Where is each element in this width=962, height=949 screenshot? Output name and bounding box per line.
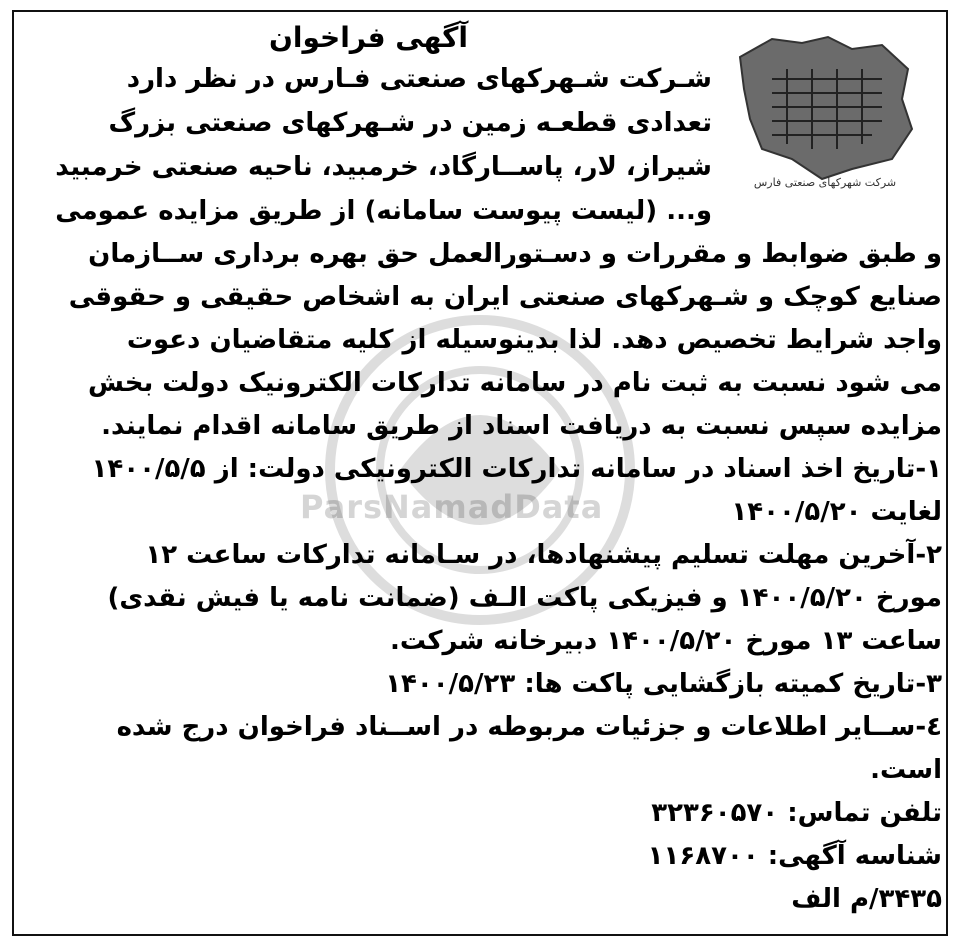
notice-line: و... (لیست پیوست سامانه) از طریق مزایده عمومی xyxy=(55,196,712,226)
notice-line: ساعت ۱۳ مورخ ۱۴۰۰/۵/۲۰ دبیرخانه شرکت. xyxy=(389,626,942,656)
notice-line: و طبق ضوابط و مقررات و دسـتورالعمل حق بهره برداری ســازمان xyxy=(88,239,942,269)
notice-line: مزایده سپس نسبت به دریافت اسناد از طریق سامانه اقدام نمایند. xyxy=(101,411,942,441)
notice-line: لغایت ۱۴۰۰/۵/۲۰ xyxy=(731,497,942,527)
contact-phone: تلفن تماس: ۳۲۳۶۰۵۷۰ xyxy=(651,798,942,828)
notice-id: شناسه آگهی: ۱۱۶۸۷۰۰ xyxy=(647,841,942,871)
notice-line: شـرکت شـهرکهای صنعتی فـارس در نظر دارد xyxy=(126,64,712,94)
logo-caption: شرکت شهرکهای صنعتی فارس xyxy=(753,176,897,189)
reference-number: ۳۴۳۵/م الف xyxy=(791,884,942,914)
notice-line: مورخ ۱۴۰۰/۵/۲۰ و فیزیکی پاکت الـف (ضمانت نامه یا فیش نقدی) xyxy=(107,583,942,613)
notice-line: ۳-تاریخ کمیته بازگشایی پاکت ها: ۱۴۰۰/۵/۲۳ xyxy=(385,669,942,699)
notice-line: می شود نسبت به ثبت نام در سامانه تدارکات الکترونیک دولت بخش xyxy=(87,368,942,398)
notice-line: تعدادی قطعـه زمین در شـهرکهای صنعتی بزرگ xyxy=(108,108,712,138)
notice-line: است. xyxy=(870,755,942,785)
notice-line: ۲-آخرین مهلت تسلیم پیشنهادها، در سـامانه تدارکات ساعت ۱۲ xyxy=(145,540,942,570)
notice-title: آگهی فراخوان xyxy=(268,21,468,54)
notice-line: شیراز، لار، پاســارگاد، خرمبید، ناحیه صنعتی خرمبید xyxy=(55,152,712,182)
watermark-text: ParsNamadData xyxy=(300,488,604,526)
notice-line: صنایع کوچک و شـهرکهای صنعتی ایران به اشخاص حقیقی و حقوقی xyxy=(68,282,942,312)
company-logo xyxy=(732,18,918,200)
notice-line: واجد شرایط تخصیص دهد. لذا بدینوسیله از کلیه متقاضیان دعوت xyxy=(126,325,942,355)
notice-line: ۱-تاریخ اخذ اسناد در سامانه تدارکات الکترونیکی دولت: از ۱۴۰۰/۵/۵ xyxy=(91,454,942,484)
notice-line: ٤-ســایر اطلاعات و جزئیات مربوطه در اســناد فراخوان درج شده xyxy=(116,712,942,742)
